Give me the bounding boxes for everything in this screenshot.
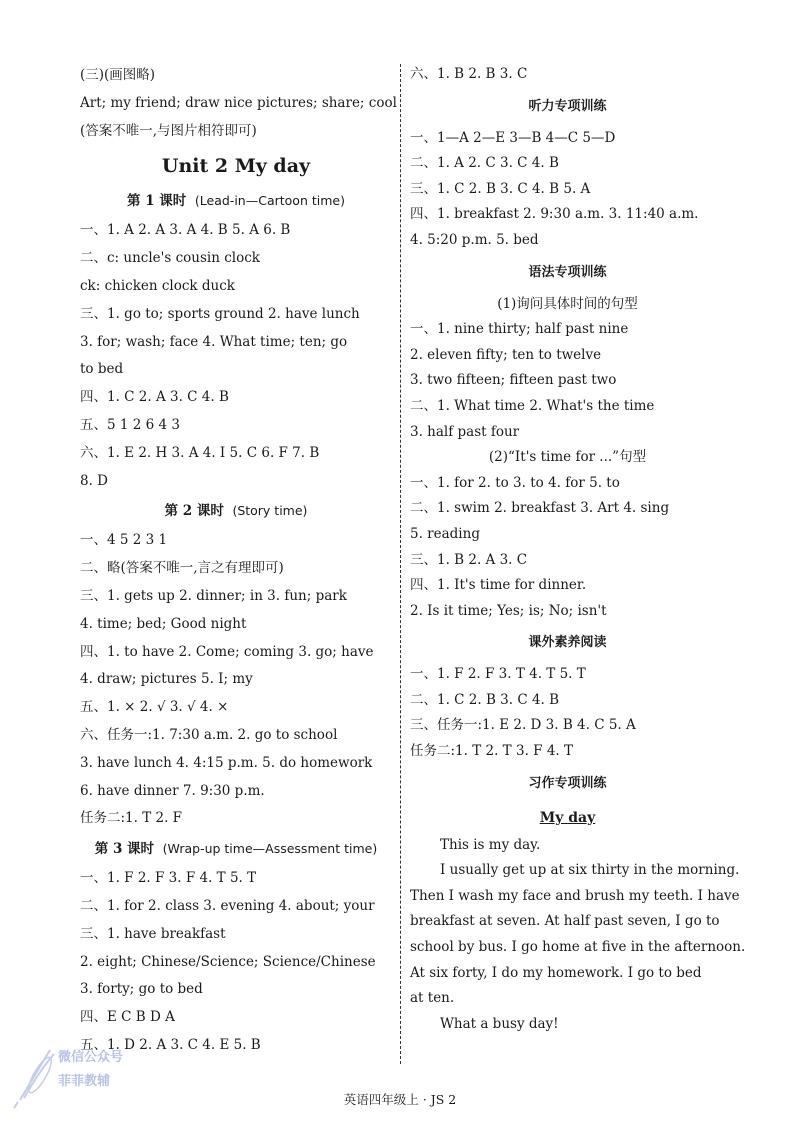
answer-line: 3. for; wash; face 4. What time; ten; go (80, 333, 348, 350)
grammar-part1-title: (1)询问具体时间的句型 (497, 295, 638, 312)
answer-line: ck: chicken clock duck (80, 277, 235, 294)
watermark-line1: 微信公众号 (58, 1050, 124, 1065)
lesson-subtitle: (Story time) (232, 503, 308, 519)
answer-line: 2. eleven fifty; ten to twelve (410, 346, 602, 363)
lesson-subtitle: (Lead-in—Cartoon time) (194, 193, 345, 209)
answer-line: 8. D (80, 472, 108, 489)
essay-line: At six forty, I do my homework. I go to bed (410, 964, 702, 981)
answer-line: 一、1. for 2. to 3. to 4. for 5. to (410, 474, 620, 491)
answer-line: 任务二:1. T 2. T 3. F 4. T (410, 743, 573, 760)
lesson-label: 第 3 课时 (94, 841, 155, 858)
essay-line: What a busy day! (440, 1015, 559, 1032)
essay-line: school by bus. I go home at five in the afternoon. (410, 939, 746, 956)
answer-line: 六、1. E 2. H 3. A 4. I 5. C 6. F 7. B (80, 444, 320, 461)
answer-line: 一、1—A 2—E 3—B 4—C 5—D (410, 129, 616, 146)
answer-line: 二、1. for 2. class 3. evening 4. about; your (80, 897, 375, 914)
answer-line: 四、1. C 2. A 3. C 4. B (80, 389, 229, 406)
essay-line: breakfast at seven. At half past seven, I go to (410, 913, 720, 930)
essay-line: I usually get up at six thirty in the morning. (440, 862, 740, 879)
section-title-grammar: 语法专项训练 (528, 264, 607, 280)
answer-line: 4. draw; pictures 5. I; my (80, 671, 253, 688)
grammar-part2-title: (2)“It's time for ...”句型 (488, 449, 647, 466)
answer-line: 3. half past four (410, 423, 520, 440)
answer-line: 三、1. go to; sports ground 2. have lunch (80, 305, 360, 322)
answer-line: 5. reading (410, 525, 480, 542)
answer-line: 二、略(答案不唯一,言之有理即可) (80, 560, 284, 577)
answer-line: Art; my friend; draw nice pictures; share; cool (80, 94, 397, 111)
answer-line: 一、1. nine thirty; half past nine (410, 321, 629, 338)
answer-line: 2. Is it time; Yes; is; No; isn't (410, 602, 607, 619)
left-column (80, 62, 397, 1060)
answer-line: 二、1. A 2. C 3. C 4. B (410, 155, 559, 172)
right-column (410, 62, 746, 1037)
answer-line: 四、1. to have 2. Come; coming 3. go; have (80, 643, 374, 660)
answer-line: 六、1. B 2. B 3. C (410, 66, 528, 82)
lesson-label: 第 1 课时 (127, 193, 187, 210)
answer-line: 4. 5:20 p.m. 5. bed (410, 231, 539, 248)
answer-line: 五、5 1 2 6 4 3 (80, 416, 180, 433)
essay-line: Then I wash my face and brush my teeth. I have (410, 887, 740, 904)
lesson-heading (80, 185, 392, 217)
answer-line: to bed (80, 361, 124, 378)
answer-line: 一、1. F 2. F 3. T 4. T 5. T (410, 666, 586, 683)
answer-line: 三、1. have breakfast (80, 925, 226, 942)
column-divider (400, 64, 401, 1064)
answer-line: 6. have dinner 7. 9:30 p.m. (80, 782, 265, 799)
answer-line: 一、4 5 2 3 1 (80, 532, 168, 549)
lesson-subtitle: (Wrap-up time—Assessment time) (162, 841, 378, 857)
essay-line: at ten. (410, 990, 455, 1007)
watermark-line2: 菲菲教辅 (58, 1074, 111, 1089)
answer-line: 四、1. It's time for dinner. (410, 577, 587, 594)
answer-line: 三、1. C 2. B 3. C 4. B 5. A (410, 180, 591, 197)
answer-line: 二、1. swim 2. breakfast 3. Art 4. sing (410, 500, 670, 517)
answer-line: 四、1. breakfast 2. 9:30 a.m. 3. 11:40 a.m. (410, 206, 699, 223)
essay-line: This is my day. (440, 836, 541, 853)
answer-line: 六、任务一:1. 7:30 a.m. 2. go to school (80, 726, 338, 743)
answer-line: 二、1. What time 2. What's the time (410, 397, 655, 414)
section-title-writing: 习作专项训练 (528, 775, 607, 791)
page-footer: 英语四年级上 · JS 2 (343, 1092, 457, 1107)
answer-line: 3. two fifteen; fifteen past two (410, 372, 617, 389)
answer-line: 4. time; bed; Good night (80, 615, 247, 632)
answer-line: 3. have lunch 4. 4:15 p.m. 5. do homework (80, 754, 373, 771)
answer-line: (答案不唯一,与图片相符即可) (80, 122, 257, 139)
answer-line: 四、E C B D A (80, 1009, 175, 1026)
answer-line: 三、任务一:1. E 2. D 3. B 4. C 5. A (410, 717, 636, 734)
essay-title: My day (539, 809, 596, 826)
section-title-reading: 课外素养阅读 (528, 635, 607, 651)
answer-line: (三)(画图略) (80, 67, 156, 83)
answer-line: 五、1. × 2. √ 3. √ 4. × (80, 699, 229, 716)
unit-title: Unit 2 My day (161, 155, 311, 178)
answer-line: 一、1. A 2. A 3. A 4. B 5. A 6. B (80, 222, 291, 239)
answer-line: 2. eight; Chinese/Science; Science/Chinese (80, 953, 376, 970)
answer-line: 3. forty; go to bed (80, 981, 203, 998)
answer-line: 一、1. F 2. F 3. F 4. T 5. T (80, 870, 257, 887)
watermark (10, 1040, 150, 1110)
answer-line: 三、1. gets up 2. dinner; in 3. fun; park (80, 587, 347, 604)
pen-feather-icon (10, 1040, 60, 1110)
lesson-label: 第 2 课时 (164, 503, 224, 520)
section-title-listening: 听力专项训练 (528, 98, 607, 114)
answer-line: 二、1. C 2. B 3. C 4. B (410, 691, 560, 708)
answer-line: 任务二:1. T 2. F (80, 810, 183, 827)
lesson-heading (80, 495, 392, 527)
lesson-heading (80, 833, 392, 865)
answer-line: 二、c: uncle's cousin clock (80, 250, 260, 267)
answer-line: 五、1. D 2. A 3. C 4. E 5. B (80, 1036, 261, 1053)
answer-line: 三、1. B 2. A 3. C (410, 551, 528, 568)
